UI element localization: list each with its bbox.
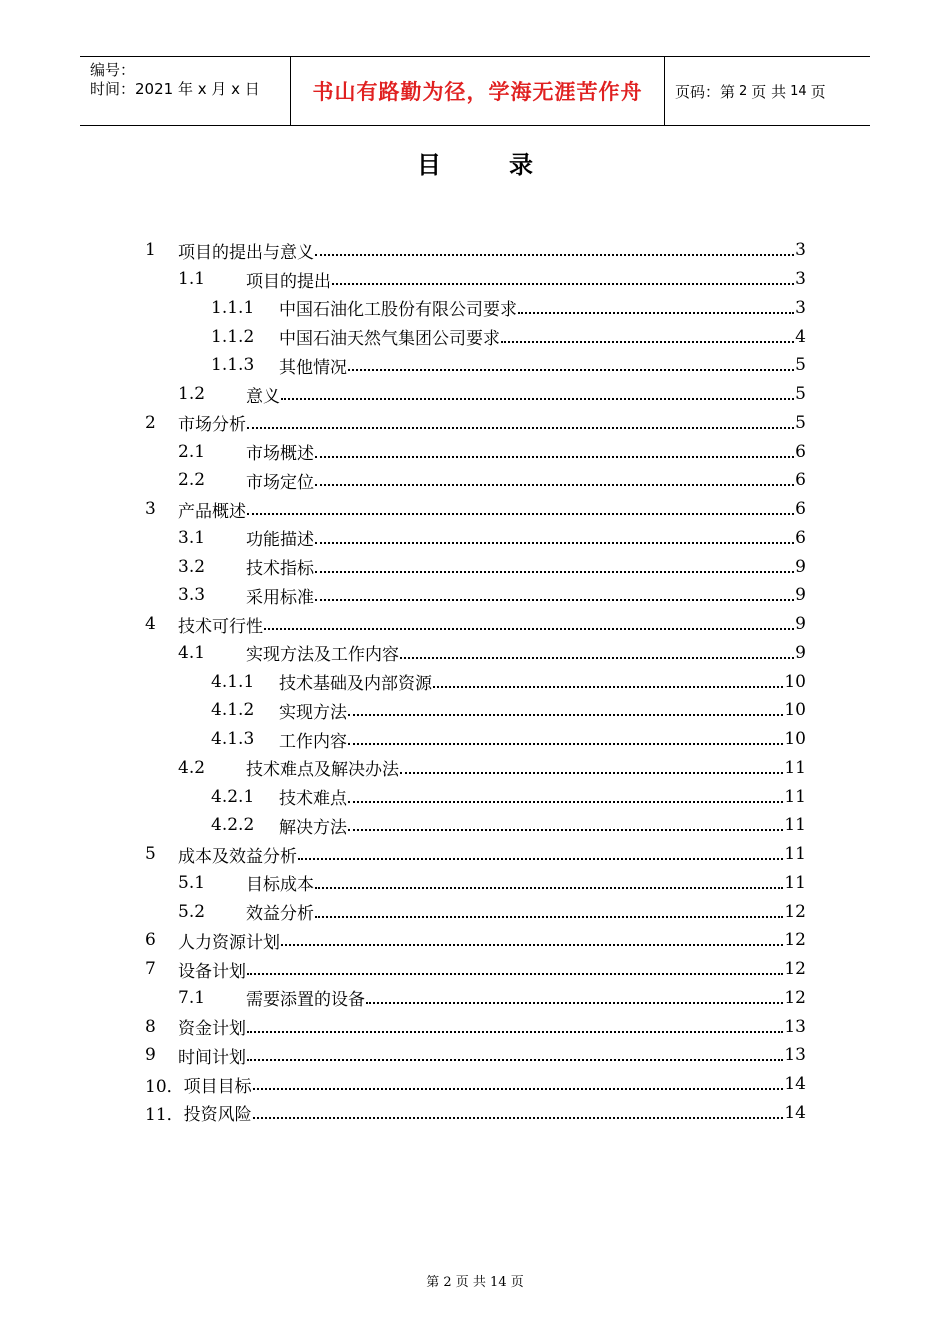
toc-entry-page: 6 bbox=[795, 441, 806, 462]
title-char-1: 目 bbox=[417, 150, 441, 179]
toc-entry-page: 12 bbox=[784, 987, 806, 1008]
toc-entry[interactable] bbox=[145, 380, 806, 409]
toc-entry[interactable] bbox=[145, 984, 806, 1013]
toc-entry-number: 4.1.3 bbox=[211, 729, 255, 750]
toc-leader-dots bbox=[247, 1059, 783, 1061]
toc-leader-dots bbox=[247, 513, 794, 515]
toc-entry-label: 资金计划 bbox=[178, 1019, 246, 1040]
toc-entry-number: 1.1.2 bbox=[211, 326, 255, 347]
toc-entry-number: 2.1 bbox=[178, 441, 206, 462]
toc-entry[interactable] bbox=[145, 236, 806, 265]
toc-entry[interactable] bbox=[145, 696, 806, 725]
toc-entry-label: 功能描述 bbox=[246, 530, 314, 551]
toc-entry-number: 1.2 bbox=[178, 384, 206, 405]
toc-entry-number: 4.2 bbox=[178, 757, 206, 778]
page-total: 14 bbox=[790, 83, 807, 99]
toc-entry[interactable] bbox=[145, 294, 806, 323]
page-current: 2 bbox=[739, 83, 748, 99]
toc-entry-label: 工作内容 bbox=[279, 731, 347, 752]
toc-entry-page: 11 bbox=[784, 872, 806, 893]
toc-entry-number: 5.1 bbox=[178, 872, 206, 893]
code-label: 编号： bbox=[90, 61, 136, 79]
toc-entry-page: 3 bbox=[795, 240, 806, 261]
toc-entry[interactable] bbox=[145, 1070, 806, 1099]
toc-entry-label: 技术难点及解决办法 bbox=[246, 760, 399, 781]
toc-entry-page: 9 bbox=[795, 585, 806, 606]
toc-leader-dots bbox=[348, 369, 794, 371]
toc-leader-dots bbox=[366, 1002, 783, 1004]
toc-entry-number: 1 bbox=[145, 240, 156, 261]
toc-entry-page: 11 bbox=[784, 757, 806, 778]
toc-entry-label: 意义 bbox=[246, 386, 280, 407]
toc-entry-page: 10 bbox=[784, 729, 806, 750]
toc-entry[interactable] bbox=[145, 409, 806, 438]
page-mid: 页 共 bbox=[751, 82, 787, 101]
toc-entry[interactable] bbox=[145, 524, 806, 553]
toc-entry[interactable] bbox=[145, 322, 806, 351]
toc-entry-label: 中国石油化工股份有限公司要求 bbox=[279, 300, 517, 321]
toc-entry[interactable] bbox=[145, 1012, 806, 1041]
toc-entry[interactable] bbox=[145, 897, 806, 926]
toc-leader-dots bbox=[518, 312, 794, 314]
toc-entry-label: 需要添置的设备 bbox=[246, 990, 365, 1011]
toc-leader-dots bbox=[315, 887, 783, 889]
toc-entry-number: 6 bbox=[145, 930, 156, 951]
toc-entry-label: 项目的提出与意义 bbox=[178, 242, 314, 263]
toc-entry-number: 1.1 bbox=[178, 269, 206, 290]
toc-entry[interactable] bbox=[145, 552, 806, 581]
toc-leader-dots bbox=[348, 714, 783, 716]
toc-entry-number: 1.1.3 bbox=[211, 355, 255, 376]
toc-entry-page: 6 bbox=[795, 527, 806, 548]
toc-leader-dots bbox=[315, 484, 794, 486]
toc-leader-dots bbox=[315, 542, 794, 544]
toc-entry-label: 成本及效益分析 bbox=[178, 846, 297, 867]
toc-entry-number: 2 bbox=[145, 412, 156, 433]
toc-entry-page: 3 bbox=[795, 269, 806, 290]
toc-leader-dots bbox=[281, 398, 794, 400]
toc-entry-number: 2.2 bbox=[178, 470, 206, 491]
toc-entry-page: 9 bbox=[795, 556, 806, 577]
toc-entry-number: 3 bbox=[145, 499, 156, 520]
toc-leader-dots bbox=[400, 657, 794, 659]
toc-entry[interactable] bbox=[145, 667, 806, 696]
toc-entry-number: 4.2.1 bbox=[211, 786, 255, 807]
toc-entry-label: 中国石油天然气集团公司要求 bbox=[279, 329, 500, 350]
toc-entry-label: 市场定位 bbox=[246, 472, 314, 493]
toc-leader-dots bbox=[253, 1088, 784, 1090]
toc-leader-dots bbox=[247, 973, 783, 975]
toc-entry-page: 6 bbox=[795, 470, 806, 491]
toc-entry[interactable] bbox=[145, 610, 806, 639]
toc-entry-number: 4.1.1 bbox=[211, 671, 255, 692]
toc-entry-page: 5 bbox=[795, 384, 806, 405]
toc-entry[interactable] bbox=[145, 869, 806, 898]
toc-entry-page: 3 bbox=[795, 297, 806, 318]
toc-entry-page: 12 bbox=[784, 930, 806, 951]
toc-entry-page: 11 bbox=[784, 815, 806, 836]
toc-leader-dots bbox=[315, 254, 794, 256]
toc-entry-label: 目标成本 bbox=[246, 875, 314, 896]
toc-leader-dots bbox=[501, 341, 794, 343]
toc-leader-dots bbox=[348, 801, 783, 803]
date-label: 时间：2021 年 x 月 x 日 bbox=[90, 80, 260, 98]
toc-entry-label: 市场概述 bbox=[246, 444, 314, 465]
toc-leader-dots bbox=[298, 858, 783, 860]
toc-entry-page: 13 bbox=[784, 1016, 806, 1037]
page-header bbox=[80, 56, 870, 126]
toc-leader-dots bbox=[332, 283, 794, 285]
toc-entry-page: 12 bbox=[784, 959, 806, 980]
toc-entry-label: 解决方法 bbox=[279, 817, 347, 838]
toc-entry[interactable] bbox=[145, 955, 806, 984]
toc-entry-page: 9 bbox=[795, 642, 806, 663]
header-meta bbox=[80, 57, 291, 125]
toc-leader-dots bbox=[348, 743, 783, 745]
toc-entry[interactable] bbox=[145, 811, 806, 840]
toc-entry-number: 11． bbox=[145, 1105, 184, 1126]
table-of-contents bbox=[145, 236, 806, 1127]
toc-entry-number: 5 bbox=[145, 844, 156, 865]
toc-entry-label: 其他情况 bbox=[279, 357, 347, 378]
toc-entry-page: 5 bbox=[795, 412, 806, 433]
toc-entry-page: 11 bbox=[784, 844, 806, 865]
toc-entry[interactable] bbox=[145, 639, 806, 668]
toc-entry-label: 实现方法及工作内容 bbox=[246, 645, 399, 666]
toc-entry-label: 投资风险 bbox=[183, 1105, 252, 1126]
toc-leader-dots bbox=[247, 427, 794, 429]
header-page-number bbox=[665, 57, 870, 125]
toc-entry-label: 项目目标 bbox=[183, 1076, 252, 1097]
toc-entry-page: 10 bbox=[784, 671, 806, 692]
toc-entry-page: 14 bbox=[784, 1074, 806, 1095]
page-suffix: 页 bbox=[810, 82, 826, 101]
toc-entry-number: 1.1.1 bbox=[211, 297, 255, 318]
toc-entry[interactable] bbox=[145, 754, 806, 783]
toc-entry[interactable] bbox=[145, 466, 806, 495]
toc-entry[interactable] bbox=[145, 265, 806, 294]
toc-entry[interactable] bbox=[145, 782, 806, 811]
toc-entry-label: 采用标准 bbox=[246, 587, 314, 608]
page-title bbox=[0, 145, 950, 180]
toc-entry-page: 10 bbox=[784, 700, 806, 721]
toc-entry-page: 11 bbox=[784, 786, 806, 807]
toc-leader-dots bbox=[281, 944, 783, 946]
toc-entry[interactable] bbox=[145, 926, 806, 955]
toc-entry-label: 产品概述 bbox=[178, 501, 246, 522]
toc-leader-dots bbox=[433, 686, 783, 688]
toc-entry-number: 4.1.2 bbox=[211, 700, 255, 721]
toc-entry-number: 3.1 bbox=[178, 527, 206, 548]
toc-entry[interactable] bbox=[145, 351, 806, 380]
toc-entry-label: 人力资源计划 bbox=[178, 932, 280, 953]
toc-entry-label: 效益分析 bbox=[246, 904, 314, 925]
toc-entry-number: 3.3 bbox=[178, 585, 206, 606]
toc-leader-dots bbox=[264, 628, 794, 630]
toc-entry[interactable] bbox=[145, 495, 806, 524]
toc-entry-number: 4.2.2 bbox=[211, 815, 255, 836]
toc-entry-number: 7.1 bbox=[178, 987, 206, 1008]
toc-entry-number: 3.2 bbox=[178, 556, 206, 577]
toc-entry-page: 9 bbox=[795, 614, 806, 635]
toc-entry-number: 5.2 bbox=[178, 901, 206, 922]
toc-leader-dots bbox=[315, 571, 794, 573]
toc-leader-dots bbox=[315, 456, 794, 458]
toc-entry-number: 9 bbox=[145, 1045, 156, 1066]
toc-entry[interactable] bbox=[145, 840, 806, 869]
toc-entry-page: 4 bbox=[795, 326, 806, 347]
page-prefix: 页码：第 bbox=[675, 82, 736, 101]
toc-entry-page: 6 bbox=[795, 499, 806, 520]
toc-entry[interactable] bbox=[145, 437, 806, 466]
toc-entry-label: 时间计划 bbox=[178, 1047, 246, 1068]
toc-entry-number: 4 bbox=[145, 614, 156, 635]
title-char-2: 录 bbox=[509, 150, 533, 179]
toc-leader-dots bbox=[315, 599, 794, 601]
toc-leader-dots bbox=[348, 829, 783, 831]
toc-entry-number: 8 bbox=[145, 1016, 156, 1037]
toc-entry-page: 12 bbox=[784, 901, 806, 922]
toc-entry[interactable] bbox=[145, 581, 806, 610]
toc-entry-label: 技术难点 bbox=[279, 789, 347, 810]
header-motto: 书山有路勤为径，学海无涯苦作舟 bbox=[291, 57, 665, 125]
toc-entry[interactable] bbox=[145, 1041, 806, 1070]
toc-leader-dots bbox=[253, 1117, 784, 1119]
toc-entry-label: 市场分析 bbox=[178, 415, 246, 436]
toc-entry-label: 实现方法 bbox=[279, 702, 347, 723]
toc-entry-page: 5 bbox=[795, 355, 806, 376]
toc-entry-label: 项目的提出 bbox=[246, 271, 331, 292]
toc-entry-label: 技术指标 bbox=[246, 559, 314, 580]
page-footer: 第 2 页 共 14 页 bbox=[426, 1275, 524, 1290]
toc-entry-number: 4.1 bbox=[178, 642, 206, 663]
toc-entry-number: 10． bbox=[145, 1076, 184, 1097]
toc-leader-dots bbox=[315, 916, 783, 918]
toc-entry[interactable] bbox=[145, 725, 806, 754]
toc-leader-dots bbox=[400, 772, 783, 774]
toc-leader-dots bbox=[247, 1031, 783, 1033]
toc-entry-page: 14 bbox=[784, 1102, 806, 1123]
toc-entry-number: 7 bbox=[145, 959, 156, 980]
toc-entry-label: 技术可行性 bbox=[178, 616, 263, 637]
toc-entry-label: 技术基础及内部资源 bbox=[279, 674, 432, 695]
toc-entry-page: 13 bbox=[784, 1045, 806, 1066]
toc-entry-label: 设备计划 bbox=[178, 961, 246, 982]
toc-entry[interactable] bbox=[145, 1099, 806, 1128]
